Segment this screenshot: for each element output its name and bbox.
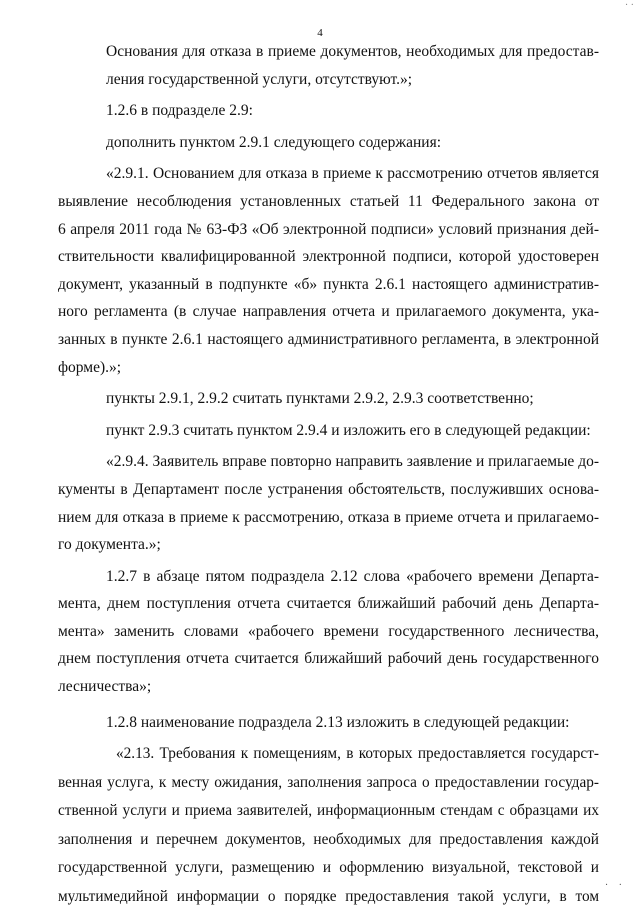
text-line: дополнить пунктом 2.9.1 следующего содержания: (106, 133, 441, 151)
text-line: документ, указанный в подпункте «б» пункта 2.6.1 настоящего административ- (58, 275, 599, 293)
text-line: кументы в Департамент после устранения обстоятельств, послуживших основа- (58, 480, 599, 498)
text-line: мента, днем поступления отчета считается ближайший рабочий день Департа- (58, 595, 599, 613)
text-line: днем поступления отчета считается ближайший рабочий день государственного (58, 650, 599, 668)
text-line: выявление несоблюдения установленных статьей 11 Федерального закона от (58, 192, 599, 210)
text-line: мультимедийной информации о порядке предоставления такой услуги, в том (58, 887, 599, 905)
text-line: го документа.»; (58, 536, 161, 554)
page-number: 4 (317, 27, 323, 39)
text-line: «2.13. Требования к помещениям, в которых предоставляется государст- (116, 745, 599, 763)
text-line: 6 апреля 2011 года № 63-ФЗ «Об электронной подписи» условий признания дей- (58, 220, 599, 238)
text-line: пункт 2.9.3 считать пунктом 2.9.4 и изложить его в следующей редакции: (106, 421, 591, 439)
text-line: ления государственной услуги, отсутствуют.»; (106, 70, 413, 88)
text-line: ствительности квалифицированной электронной подписи, которой удостоверен (58, 248, 599, 266)
scan-artifact-bottom: · · (604, 880, 626, 891)
text-line: лесничества»; (58, 678, 152, 696)
text-line: заполнения и перечнем документов, необходимых для предоставления каждой (58, 830, 599, 848)
text-line: 1.2.6 в подразделе 2.9: (106, 102, 253, 120)
text-line: «2.9.4. Заявитель вправе повторно направить заявление и прилагаемые до- (106, 453, 599, 471)
text-line: мента» заменить словами «рабочего времени государственного лесничества, (58, 622, 599, 640)
text-line: пункты 2.9.1, 2.9.2 считать пунктами 2.9.2, 2.9.3 соответственно; (106, 390, 534, 408)
text-line: государственной услуги, размещению и оформлению визуальной, текстовой и (58, 859, 599, 877)
text-line: Основания для отказа в приеме документов, необходимых для предостав- (106, 43, 599, 60)
text-line: форме).»; (58, 358, 122, 376)
text-line: «2.9.1. Основанием для отказа в приеме к рассмотрению отчетов является (106, 165, 599, 183)
text-line: занных в пункте 2.6.1 настоящего административного регламента, в электронной (58, 330, 599, 348)
text-line: ственной услуги и приема заявителей, информационным стендам с образцами их (58, 802, 599, 820)
document-body (58, 38, 599, 911)
text-line: 1.2.8 наименование подраздела 2.13 изложить в следующей редакции: (106, 713, 570, 731)
text-line: ного регламента (в случае направления отчета и прилагаемого документа, ука- (58, 303, 599, 321)
text-line: 1.2.7 в абзаце пятом подраздела 2.12 слова «рабочего времени Департа- (106, 567, 599, 585)
text-line: венная услуга, к месту ожидания, заполнения запроса о предоставлении государ- (58, 773, 599, 791)
scan-artifact-top: · · (624, 0, 634, 11)
text-line: нием для отказа в приеме к рассмотрению, отказа в приеме отчета и прилагаемо- (58, 508, 599, 526)
